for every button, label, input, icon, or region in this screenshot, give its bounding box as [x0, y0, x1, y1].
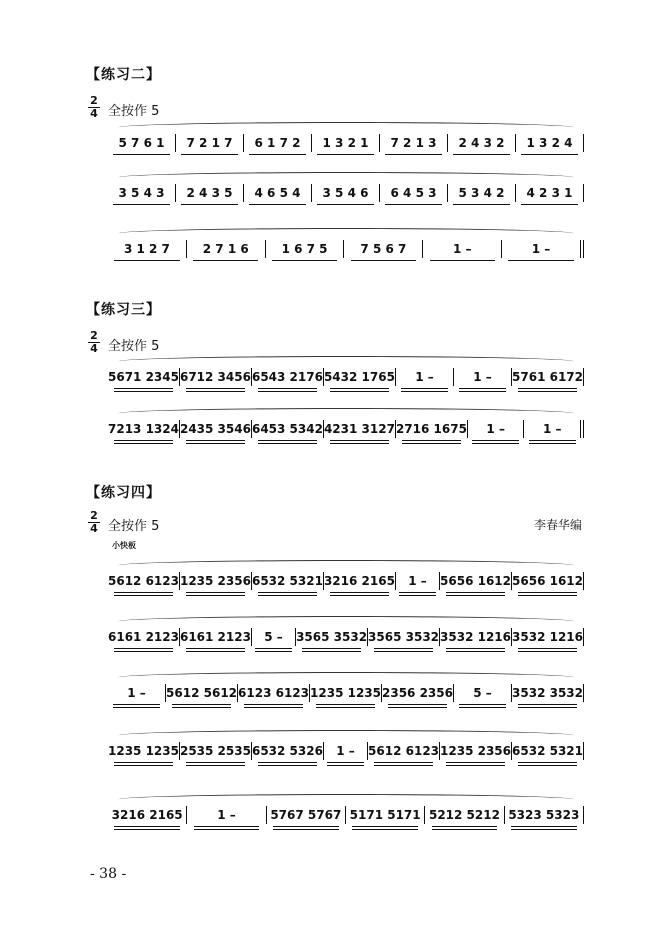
double-underline-mark — [114, 651, 174, 652]
measure: 1 – — [396, 572, 440, 590]
composer-credit: 李春华编 — [533, 518, 582, 532]
score-line — [108, 668, 584, 712]
underline-mark — [330, 440, 390, 441]
time-sig-bottom: 4 — [90, 342, 98, 355]
double-underline-mark — [114, 829, 180, 830]
measure: 5612 5612 — [166, 684, 238, 702]
underline-mark — [446, 592, 506, 593]
underline-mark — [114, 648, 174, 649]
measure: 1 3 2 4 — [516, 134, 584, 152]
measure: 6532 5321 — [252, 572, 324, 590]
double-underline-mark — [114, 595, 174, 596]
measure: 5 7 6 1 — [108, 134, 176, 152]
double-underline-mark — [258, 443, 318, 444]
underline-mark — [385, 204, 441, 205]
measure: 7 2 1 7 — [176, 134, 244, 152]
measure: 5171 5171 — [346, 806, 425, 824]
measure: 6 4 5 3 — [380, 184, 448, 202]
double-underline-mark — [114, 443, 174, 444]
underline-mark — [186, 440, 246, 441]
section-heading-4: 【练习四】 — [86, 485, 161, 501]
underline-mark — [388, 704, 448, 705]
measure: 3216 2165 — [324, 572, 396, 590]
underline-mark — [181, 204, 237, 205]
underline-mark — [186, 648, 246, 649]
measure: 5 3 4 2 — [448, 184, 516, 202]
measure: 3532 1216 — [440, 628, 512, 646]
underline-mark — [351, 260, 416, 261]
double-underline-mark — [186, 391, 246, 392]
underline-mark — [330, 592, 390, 593]
measure: 6543 2176 — [252, 368, 324, 386]
double-underline-mark — [518, 391, 578, 392]
measure-row — [108, 182, 584, 204]
underline-mark — [508, 260, 573, 261]
underline-mark — [193, 260, 258, 261]
underline-mark — [114, 388, 174, 389]
underline-mark — [518, 762, 578, 763]
tempo-text: 全按作 5 — [108, 339, 160, 354]
measure: 1 – — [502, 240, 584, 258]
measure: 5 – — [454, 684, 512, 702]
double-underline-mark — [316, 707, 376, 708]
underline-mark — [352, 826, 418, 827]
score-line — [108, 726, 584, 770]
underline-mark — [258, 592, 318, 593]
measure: 6123 6123 — [238, 684, 310, 702]
page-number: - 38 - — [90, 866, 127, 882]
underline-mark — [529, 440, 576, 441]
underline-mark — [374, 762, 434, 763]
measure: 2 4 3 2 — [448, 134, 516, 152]
underline-mark — [113, 154, 169, 155]
double-underline-mark — [273, 829, 339, 830]
double-underline-mark — [518, 651, 578, 652]
underline-mark — [249, 204, 305, 205]
underline-mark — [172, 704, 232, 705]
double-underline-mark — [518, 765, 578, 766]
underline-mark — [258, 440, 318, 441]
double-underline-mark — [330, 443, 390, 444]
underline-mark — [244, 704, 304, 705]
underline-mark — [258, 762, 318, 763]
underline-mark — [472, 440, 519, 441]
measure: 5656 1612 — [440, 572, 512, 590]
double-underline-mark — [172, 707, 232, 708]
score-line — [108, 118, 584, 162]
double-underline-mark — [258, 595, 318, 596]
underline-mark — [194, 826, 260, 827]
measure: 4 2 3 1 — [516, 184, 584, 202]
measure: 1 – — [524, 420, 584, 438]
measure: 2535 2535 — [180, 742, 252, 760]
underline-mark — [249, 154, 305, 155]
underline-mark — [521, 154, 577, 155]
measure: 1235 1235 — [108, 742, 180, 760]
double-underline-mark — [518, 707, 578, 708]
double-underline-mark — [446, 651, 506, 652]
underline-mark — [258, 388, 318, 389]
time-sig-bottom: 4 — [90, 522, 98, 535]
measure: 6532 5326 — [252, 742, 324, 760]
measure: 3532 3532 — [512, 684, 584, 702]
measure: 6453 5342 — [252, 420, 324, 438]
double-underline-mark — [511, 829, 577, 830]
double-underline-mark — [401, 391, 449, 392]
underline-mark — [255, 648, 291, 649]
double-underline-mark — [459, 707, 507, 708]
measure: 6 1 7 2 — [244, 134, 312, 152]
double-underline-mark — [194, 829, 260, 830]
double-underline-mark — [446, 595, 506, 596]
score-line — [108, 404, 584, 448]
double-underline-mark — [113, 707, 161, 708]
underline-mark — [273, 826, 339, 827]
underline-mark — [114, 826, 180, 827]
measure: 1 – — [468, 420, 525, 438]
measure: 2 7 1 6 — [187, 240, 266, 258]
double-underline-mark — [529, 443, 576, 444]
underline-mark — [459, 704, 507, 705]
measure: 5656 1612 — [512, 572, 584, 590]
underline-mark — [317, 154, 373, 155]
measure: 7 5 6 7 — [344, 240, 423, 258]
section-heading-2: 【练习二】 — [86, 67, 161, 83]
underline-mark — [446, 648, 506, 649]
time-signature — [88, 96, 100, 119]
measure: 1 – — [324, 742, 368, 760]
measure: 1 – — [396, 368, 454, 386]
measure: 5612 6123 — [368, 742, 440, 760]
underline-mark — [453, 154, 509, 155]
measure: 3 5 4 3 — [108, 184, 176, 202]
underline-mark — [317, 204, 373, 205]
underline-mark — [453, 204, 509, 205]
measure: 5323 5323 — [505, 806, 584, 824]
measure: 1 – — [108, 684, 166, 702]
double-underline-mark — [186, 595, 246, 596]
underline-mark — [430, 260, 495, 261]
underline-mark — [521, 204, 577, 205]
section-heading-3: 【练习三】 — [86, 302, 161, 318]
score-line — [108, 168, 584, 212]
measure: 5432 1765 — [324, 368, 396, 386]
underline-mark — [374, 648, 434, 649]
double-underline-mark — [399, 595, 435, 596]
tempo-marking: 小快板 — [112, 541, 136, 550]
measure: 2435 3546 — [180, 420, 252, 438]
underline-mark — [186, 762, 246, 763]
measure: 5761 6172 — [512, 368, 584, 386]
score-line — [108, 224, 584, 268]
measure: 5212 5212 — [425, 806, 504, 824]
score-line — [108, 352, 584, 396]
measure: 1235 1235 — [310, 684, 382, 702]
measure: 5767 5767 — [267, 806, 346, 824]
underline-mark — [330, 388, 390, 389]
measure: 4231 3127 — [324, 420, 396, 438]
measure: 1 – — [423, 240, 502, 258]
underline-mark — [399, 592, 435, 593]
measure-row — [108, 238, 584, 260]
double-underline-mark — [186, 651, 246, 652]
measure: 3 1 2 7 — [108, 240, 187, 258]
underline-mark — [181, 154, 237, 155]
underline-mark — [518, 648, 578, 649]
tempo-text: 全按作 5 — [108, 104, 160, 119]
measure-row — [108, 740, 584, 762]
score-line — [108, 612, 584, 656]
underline-mark — [518, 592, 578, 593]
measure: 2716 1675 — [396, 420, 468, 438]
time-sig-top: 2 — [90, 94, 98, 107]
double-underline-mark — [114, 391, 174, 392]
double-underline-mark — [459, 391, 507, 392]
double-underline-mark — [186, 765, 246, 766]
measure: 6712 3456 — [180, 368, 252, 386]
underline-mark — [401, 388, 449, 389]
underline-mark — [114, 260, 179, 261]
underline-mark — [459, 388, 507, 389]
double-underline-mark — [258, 765, 318, 766]
time-sig-bottom: 4 — [90, 107, 98, 120]
measure: 2356 2356 — [382, 684, 454, 702]
measure: 1235 2356 — [440, 742, 512, 760]
measure: 6532 5321 — [512, 742, 584, 760]
underline-mark — [113, 204, 169, 205]
underline-mark — [186, 388, 246, 389]
measure-row — [108, 418, 584, 440]
measure: 1 – — [454, 368, 512, 386]
measure: 1 6 7 5 — [266, 240, 345, 258]
underline-mark — [385, 154, 441, 155]
measure: 4 6 5 4 — [244, 184, 312, 202]
double-underline-mark — [244, 707, 304, 708]
measure: 3216 2165 — [108, 806, 187, 824]
double-underline-mark — [446, 765, 506, 766]
double-underline-mark — [186, 443, 246, 444]
underline-mark — [114, 762, 174, 763]
underline-mark — [316, 704, 376, 705]
time-signature — [88, 511, 100, 534]
measure-row — [108, 682, 584, 704]
measure-row — [108, 626, 584, 648]
time-sig-top: 2 — [90, 329, 98, 342]
measure: 5 – — [252, 628, 296, 646]
measure: 6161 2123 — [108, 628, 180, 646]
double-underline-mark — [255, 651, 291, 652]
measure-row — [108, 570, 584, 592]
double-underline-mark — [258, 391, 318, 392]
double-underline-mark — [432, 829, 498, 830]
measure-row — [108, 366, 584, 388]
measure: 5671 2345 — [108, 368, 180, 386]
underline-mark — [402, 440, 462, 441]
double-underline-mark — [327, 765, 363, 766]
tempo-text: 全按作 5 — [108, 519, 160, 534]
underline-mark — [327, 762, 363, 763]
double-underline-mark — [518, 595, 578, 596]
measure: 1 3 2 1 — [312, 134, 380, 152]
double-underline-mark — [330, 595, 390, 596]
measure: 1235 2356 — [180, 572, 252, 590]
measure: 1 – — [187, 806, 266, 824]
measure: 3 5 4 6 — [312, 184, 380, 202]
measure: 7213 1324 — [108, 420, 180, 438]
measure: 5612 6123 — [108, 572, 180, 590]
underline-mark — [446, 762, 506, 763]
underline-mark — [114, 592, 174, 593]
double-underline-mark — [330, 391, 390, 392]
measure: 3565 3532 — [296, 628, 368, 646]
score-line — [108, 790, 584, 834]
time-signature — [88, 331, 100, 354]
underline-mark — [272, 260, 337, 261]
underline-mark — [432, 826, 498, 827]
double-underline-mark — [352, 829, 418, 830]
underline-mark — [113, 704, 161, 705]
underline-mark — [302, 648, 362, 649]
time-sig-top: 2 — [90, 509, 98, 522]
measure-row — [108, 132, 584, 154]
double-underline-mark — [114, 765, 174, 766]
double-underline-mark — [402, 443, 462, 444]
underline-mark — [511, 826, 577, 827]
measure-row — [108, 804, 584, 826]
measure: 3532 1216 — [512, 628, 584, 646]
double-underline-mark — [472, 443, 519, 444]
underline-mark — [518, 704, 578, 705]
measure: 2 4 3 5 — [176, 184, 244, 202]
measure: 6161 2123 — [180, 628, 252, 646]
measure: 7 2 1 3 — [380, 134, 448, 152]
underline-mark — [518, 388, 578, 389]
measure: 3565 3532 — [368, 628, 440, 646]
double-underline-mark — [374, 651, 434, 652]
underline-mark — [114, 440, 174, 441]
double-underline-mark — [302, 651, 362, 652]
score-line — [108, 556, 584, 600]
double-underline-mark — [388, 707, 448, 708]
underline-mark — [186, 592, 246, 593]
double-underline-mark — [374, 765, 434, 766]
